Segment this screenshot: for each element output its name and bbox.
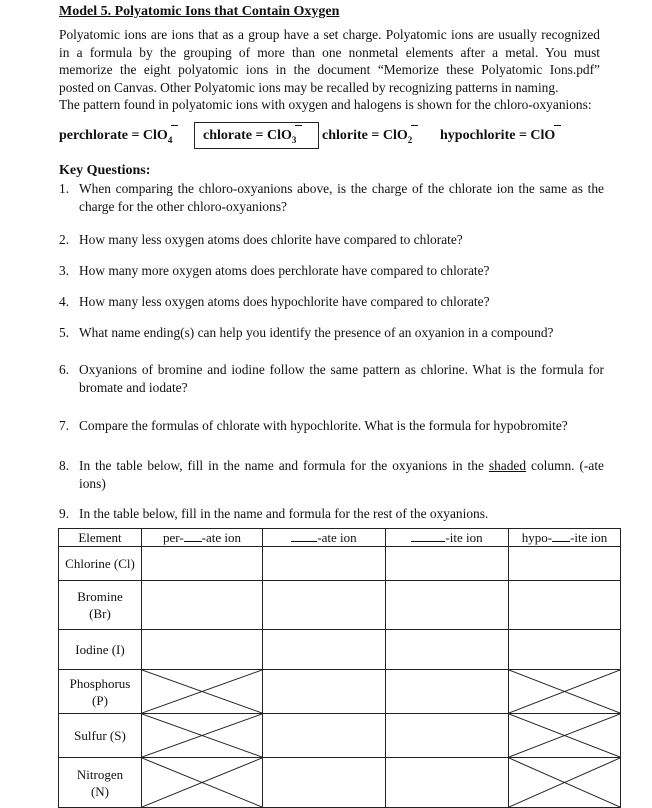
table-row	[59, 547, 621, 581]
table-row	[59, 630, 621, 670]
perchlorate-formula: perchlorate = ClO$_4$	[59, 128, 173, 145]
table-row	[59, 670, 621, 714]
header-ite: -ite ion	[386, 529, 509, 547]
answer-cell[interactable]	[386, 630, 509, 670]
table-header-row	[59, 529, 621, 547]
answer-cell[interactable]	[386, 670, 509, 714]
intro-line: posted on Canvas. Other Polyatomic ions may be recalled by recognizing patterns in naming.	[59, 79, 559, 95]
header-per-ate: per- -ate ion	[142, 529, 263, 547]
answer-cell[interactable]	[263, 547, 386, 581]
intro-paragraph	[59, 26, 600, 114]
answer-cell[interactable]	[263, 581, 386, 630]
header-hypo-ite: hypo- -ite ion	[509, 529, 621, 547]
answer-cell[interactable]	[386, 758, 509, 808]
answer-cell[interactable]	[386, 714, 509, 758]
header-element: Element	[59, 529, 142, 547]
element-cell: Sulfur (S)	[59, 714, 142, 758]
table-row	[59, 581, 621, 630]
crossed-out-cell	[142, 714, 263, 758]
key-questions-heading: Key Questions:	[59, 163, 151, 178]
crossed-out-cell	[509, 670, 621, 714]
chlorite-formula: chlorite = ClO$_2$	[322, 128, 413, 145]
crossed-out-cell	[509, 714, 621, 758]
hypochlorite-formula: hypochlorite = ClO	[440, 128, 556, 143]
chlorate-formula: chlorate = ClO$_3$	[203, 128, 297, 145]
answer-cell[interactable]	[142, 630, 263, 670]
element-cell: Bromine (Br)	[59, 581, 142, 630]
table-row	[59, 714, 621, 758]
table-row	[59, 758, 621, 808]
element-cell: Phosphorus (P)	[59, 670, 142, 714]
intro-line: The pattern found in polyatomic ions with oxygen and halogens is shown for the chloro-oxyanions:	[59, 97, 592, 113]
answer-cell[interactable]	[263, 670, 386, 714]
model-title: Model 5. Polyatomic Ions that Contain Oxygen	[59, 4, 340, 19]
question-1: 1. When comparing the chloro-oxyanions above, is the charge of the chlorate ion the same as the charge for the other chloro-oxyanions?	[59, 181, 604, 214]
answer-cell[interactable]	[263, 758, 386, 808]
intro-line: in a formula by the grouping of more than one nonmetal elements after a metal. You must	[59, 44, 600, 60]
crossed-out-cell	[142, 670, 263, 714]
crossed-out-cell	[142, 758, 263, 808]
header-ate: -ate ion	[263, 529, 386, 547]
answer-cell[interactable]	[142, 547, 263, 581]
intro-line: Polyatomic ions are ions that as a group have a set charge. Polyatomic ions are usually recognized	[59, 27, 600, 42]
crossed-out-cell	[509, 758, 621, 808]
element-cell: Chlorine (Cl)	[59, 547, 142, 581]
answer-cell[interactable]	[509, 630, 621, 670]
intro-line: memorize the eight polyatomic ions in the document “Memorize these Polyatomic Ions.pdf”	[59, 62, 600, 78]
element-cell: Iodine (I)	[59, 630, 142, 670]
answer-cell[interactable]	[142, 581, 263, 630]
answer-cell[interactable]	[263, 714, 386, 758]
oxyanion-table	[58, 528, 621, 808]
answer-cell[interactable]	[509, 581, 621, 630]
answer-cell[interactable]	[386, 547, 509, 581]
answer-cell[interactable]	[509, 547, 621, 581]
element-cell: Nitrogen (N)	[59, 758, 142, 808]
worksheet-page: Model 5. Polyatomic Ions that Contain Oxygen Polyatomic ions are ions that as a group have a set charge. Polyatomic ions are usually recognized in a formula by the grouping of more than one nonmetal elements after a metal. You must memorize the eight polyatomic ions in the document “Memorize these Polyatomic Ions.pdf” posted on Canvas. Other Polyatomic ions may be recalled by recognizing patterns in naming. The pattern found in polyatomic ions with oxygen and halogens is shown for the chloro-oxyanions: perchlorate = ClO$_4$ chlorate = ClO$_3$ chlorite = ClO$_2$ hypochlorite = ClO Key Questions: 1. When comparing the chloro-oxyanions above, is the charge of the chlorate ion the same as the charge for the other chloro-oxyanions? 2. How many less oxygen atoms does chlorite have compared to chlorate? 3. How many more oxygen atoms does perchlorate have compared to chlorate? 4. How many less oxygen atoms does hypochlorite have compared to chlorate? 5. What name ending(s) can help you identify the presence of an oxyanion in a compound? 6. Oxyanions of bromine and iodine follow the same pattern as chlorine. What is the formula for bromate and iodate? 7. Compare the formulas of chlorate with hypochlorite. What is the formula for hypobromite? 8. In the table below, fill in the name and formula for the oxyanions in the shaded column. (-ate ions) 9. In the table below, fill in the name and formula for the rest of the oxyanions. Element per- -ate ion -ate ion -ite ion hypo- -ite ion Chlorine (Cl) Bromine (Br) Iodine (I) Phosphorus (P) Sulfur (S) Nitrogen (N)	[0, 0, 652, 802]
answer-cell[interactable]	[263, 630, 386, 670]
answer-cell[interactable]	[386, 581, 509, 630]
